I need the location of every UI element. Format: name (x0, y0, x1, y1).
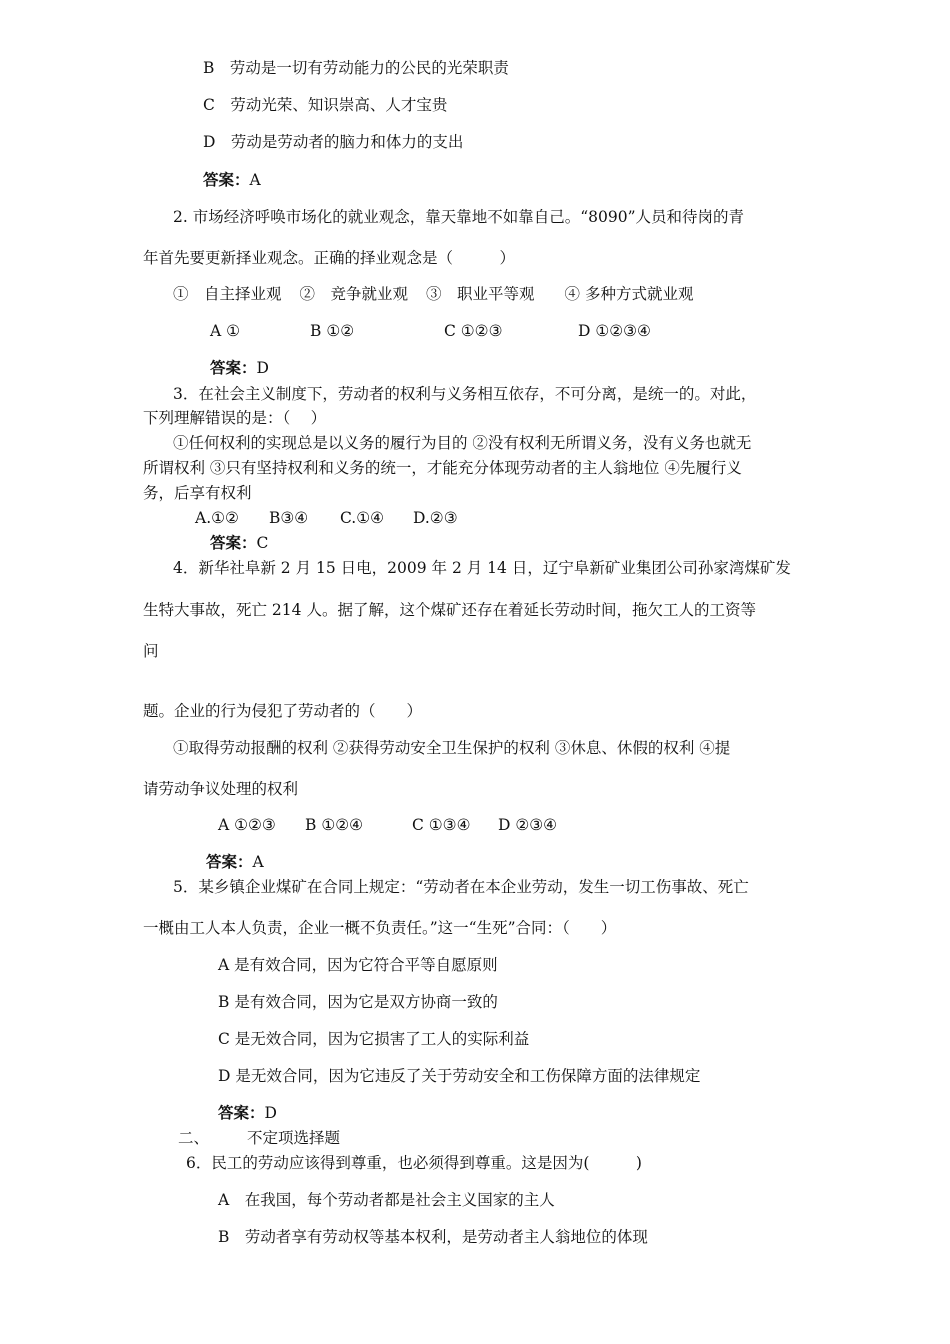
q3-stem-line-1: 3．在社会主义制度下，劳动者的权利与义务相互依存，不可分离，是统一的。对此， (173, 385, 757, 403)
q5-option-d: D 是无效合同，因为它违反了关于劳动安全和工伤保障方面的法律规定 (218, 1067, 701, 1085)
answer-value: A (249, 171, 261, 189)
q5-option-a: A 是有效合同，因为它符合平等自愿原则 (218, 956, 498, 974)
q2-answer (210, 358, 269, 378)
answer-value: A (252, 853, 264, 871)
q3-stem-line-4: 所谓权利 ③只有坚持权利和义务的统一，才能充分体现劳动者的主人翁地位 ④先履行义 (143, 459, 742, 477)
q2-option-a: A ① (210, 322, 241, 340)
q4-stem-line-4: 题。企业的行为侵犯了劳动者的（ ） (143, 702, 423, 720)
q4-option-c: C ①③④ (412, 816, 471, 834)
answer-label: 答案： (218, 1103, 265, 1122)
q4-option-b: B ①②④ (305, 816, 364, 834)
section-title: 不定项选择题 (247, 1129, 341, 1147)
answer-label: 答案： (206, 852, 253, 871)
q4-answer (206, 852, 264, 872)
q4-option-a: A ①②③ (218, 816, 276, 834)
section-heading (178, 1128, 340, 1148)
q3-option-a: A.①② (195, 509, 239, 527)
q1-option-d: D 劳动是劳动者的脑力和体力的支出 (203, 133, 464, 151)
q4-stem-line-5: ①取得劳动报酬的权利 ②获得劳动安全卫生保护的权利 ③休息、休假的权利 ④提 (173, 739, 731, 757)
q3-stem-line-3: ①任何权利的实现总是以义务的履行为目的 ②没有权利无所谓义务，没有义务也就无 (173, 434, 752, 452)
q3-option-c: C.①④ (340, 509, 385, 527)
q4-stem-line-3: 问 (143, 642, 159, 660)
q1-answer (203, 170, 261, 190)
q1-option-c: C 劳动光荣、知识崇高、人才宝贵 (203, 96, 448, 114)
q2-item: ③ 职业平等观 (426, 285, 535, 303)
q2-option-b: B ①② (310, 322, 355, 340)
answer-value: D (264, 1104, 277, 1122)
q6-option-a: A 在我国，每个劳动者都是社会主义国家的主人 (218, 1191, 555, 1209)
q2-stem-line-2: 年首先要更新择业观念。正确的择业观念是（ ） (143, 249, 516, 267)
q4-option-d: D ②③④ (498, 816, 558, 834)
answer-value: C (256, 534, 269, 552)
q1-option-b: B 劳动是一切有劳动能力的公民的光荣职责 (203, 59, 509, 77)
q2-item: ② 竞争就业观 (299, 285, 409, 303)
q4-stem-line-6: 请劳动争议处理的权利 (143, 780, 299, 798)
q5-answer (218, 1103, 277, 1123)
q6-stem-line-1: 6．民工的劳动应该得到尊重，也必须得到尊重。这是因为( ) (186, 1154, 642, 1172)
q5-stem-line-1: 5．某乡镇企业煤矿在合同上规定：“劳动者在本企业劳动，发生一切工伤事故、死亡 (173, 878, 749, 896)
q5-stem-line-2: 一概由工人本人负责，企业一概不负责任。”这一“生死”合同：（ ） (143, 919, 617, 937)
q2-option-d: D ①②③④ (578, 322, 651, 340)
q3-option-b: B③④ (269, 509, 309, 527)
q2-item: ④ 多种方式就业观 (564, 285, 694, 303)
q2-item: ① 自主择业观 (173, 285, 282, 303)
q5-option-b: B 是有效合同，因为它是双方协商一致的 (218, 993, 498, 1011)
q6-option-b: B 劳动者享有劳动权等基本权利，是劳动者主人翁地位的体现 (218, 1228, 648, 1246)
q5-option-c: C 是无效合同，因为它损害了工人的实际利益 (218, 1030, 530, 1048)
q2-items (173, 284, 693, 304)
q3-answer (210, 533, 268, 553)
q4-stem-line-2: 生特大事故，死亡 214 人。据了解，这个煤矿还存在着延长劳动时间，拖欠工人的工资等 (143, 601, 756, 619)
answer-label: 答案： (203, 170, 250, 189)
answer-label: 答案： (210, 533, 257, 552)
q3-option-d: D.②③ (413, 509, 458, 527)
q3-stem-line-2: 下列理解错误的是：（ ） (143, 409, 327, 427)
q3-stem-line-5: 务，后享有权利 (143, 484, 252, 502)
q4-stem-line-1: 4．新华社阜新 2 月 15 日电，2009 年 2 月 14 日，辽宁阜新矿业集团公司孙家湾煤矿发 (173, 559, 791, 577)
answer-label: 答案： (210, 358, 257, 377)
answer-value: D (256, 359, 269, 377)
section-number: 二、 (178, 1129, 210, 1147)
q2-option-c: C ①②③ (444, 322, 503, 340)
q2-stem-line-1: 2. 市场经济呼唤市场化的就业观念，靠天靠地不如靠自己。“8090”人员和待岗的青 (173, 208, 745, 226)
